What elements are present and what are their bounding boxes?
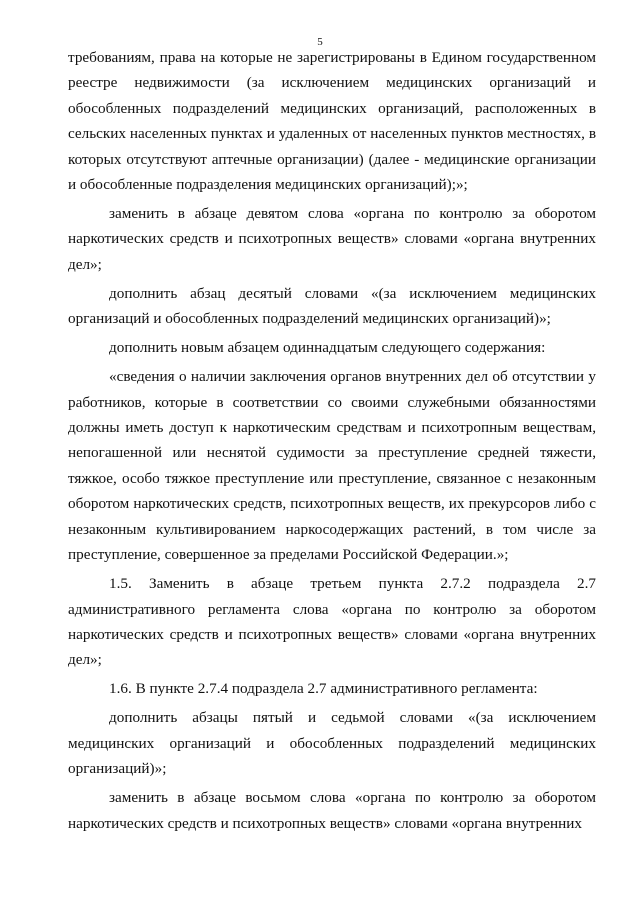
paragraph-item-1-5: 1.5. Заменить в абзаце третьем пункта 2.7.2 подраздела 2.7 административного регламента слова «органа по контролю за оборотом наркотических средств и психотропных веществ» словами «органа внутренних дел»;	[68, 575, 596, 669]
paragraph-replace-ninth: заменить в абзаце девятом слова «органа по контролю за оборотом наркотических средств и психотропных веществ» словами «органа внутренних дел»;	[68, 205, 596, 273]
paragraph-continuation: требованиям, права на которые не зарегистрированы в Едином государственном реестре недвижимости (за исключением медицинских организаций и обособленных подразделений медицинских организаций, расположенных в сельских населенных пунктах и удаленных от населенных пунктов местностях, в которых отсутствуют аптечные организации) (далее - медицинские организации и обособленные подразделения медицинских организаций);»;	[68, 49, 596, 194]
page-number: 5	[317, 36, 323, 48]
paragraph-supplement-fifth-seventh: дополнить абзацы пятый и седьмой словами «(за исключением медицинских организаций и обособленных подразделений медицинских организаций)»;	[68, 709, 596, 778]
document-body	[68, 45, 596, 836]
paragraph-item-1-6: 1.6. В пункте 2.7.4 подраздела 2.7 административного регламента:	[109, 680, 538, 698]
paragraph-new-eleventh: дополнить новым абзацем одиннадцатым следующего содержания:	[109, 339, 546, 357]
paragraph-quoted-content: «сведения о наличии заключения органов внутренних дел об отсутствии у работников, которые в соответствии со своими служебными обязанностями должны иметь доступ к наркотическим средствам и психотропным веществам, непогашенной или неснятой судимости за преступление средней тяжести, тяжкое, особо тяжкое преступление или преступление, связанное с незаконным оборотом наркотических средств, психотропных веществ, их прекурсоров либо с незаконным культивированием наркосодержащих растений, в том числе за преступление, совершенное за пределами Российской Федерации.»;	[68, 368, 596, 564]
paragraph-supplement-tenth: дополнить абзац десятый словами «(за исключением медицинских организаций и обособленных подразделений медицинских организаций)»;	[68, 284, 596, 328]
paragraph-replace-eighth: заменить в абзаце восьмом слова «органа по контролю за оборотом наркотических средств и психотропных веществ» словами «органа внутренних	[68, 789, 596, 832]
